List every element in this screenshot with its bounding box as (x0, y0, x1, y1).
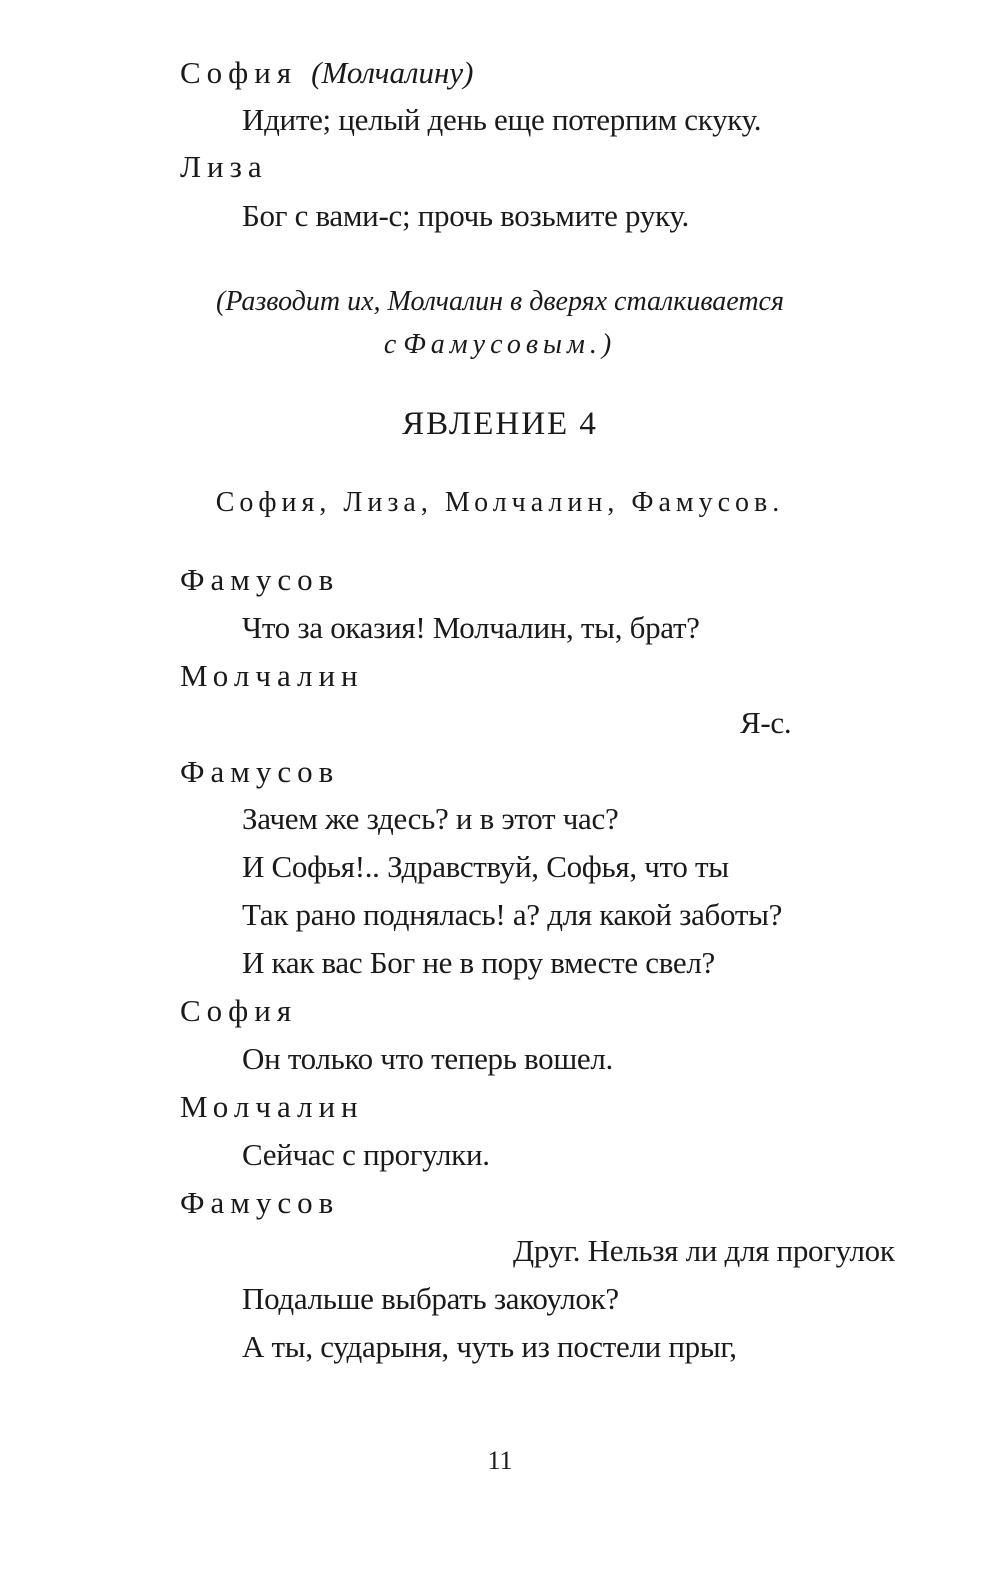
dialogue-line: Сейчас с прогулки. (242, 1137, 490, 1172)
speaker-sofia: София (Молчалину) (180, 55, 474, 90)
dialogue-line: Бог с вами-с; прочь возьмите руку. (242, 198, 689, 233)
dialogue-line: Друг. Нельзя ли для прогулок (513, 1233, 895, 1268)
stage-direction-inline: (Молчалину) (311, 55, 474, 90)
dialogue-line: Зачем же здесь? и в этот час? (242, 801, 619, 836)
speaker-molchalin: Молчалин (180, 658, 364, 693)
dialogue-line: И как вас Бог не в пору вместе свел? (242, 945, 715, 980)
stage-direction-line-1: (Разводит их, Молчалин в дверях сталкивается (216, 286, 784, 317)
dialogue-line: Он только что теперь вошел. (242, 1041, 613, 1076)
speaker-famusov: Фамусов (180, 754, 340, 789)
speaker-sofia: София (180, 993, 298, 1028)
page-number: 11 (487, 1446, 513, 1475)
stage-direction-line-2: с Фамусовым.) (383, 329, 617, 360)
speaker-famusov: Фамусов (180, 562, 340, 597)
speaker-liza: Лиза (180, 149, 268, 184)
scene-cast-list: София, Лиза, Молчалин, Фамусов. (215, 487, 785, 518)
dialogue-line: Я-с. (740, 705, 792, 740)
dialogue-line: Что за оказия! Молчалин, ты, брат? (242, 610, 700, 645)
dialogue-line: Так рано поднялась! а? для какой заботы? (242, 897, 783, 932)
dialogue-line: И Софья!.. Здравствуй, Софья, что ты (242, 849, 729, 884)
dialogue-line: Идите; целый день еще потерпим скуку. (242, 102, 762, 137)
scene-title: ЯВЛЕНИЕ 4 (402, 406, 598, 442)
speaker-molchalin: Молчалин (180, 1089, 364, 1124)
speaker-famusov: Фамусов (180, 1185, 340, 1220)
dialogue-line: Подальше выбрать закоулок? (242, 1281, 619, 1316)
dialogue-line: А ты, сударыня, чуть из постели прыг, (242, 1329, 737, 1364)
